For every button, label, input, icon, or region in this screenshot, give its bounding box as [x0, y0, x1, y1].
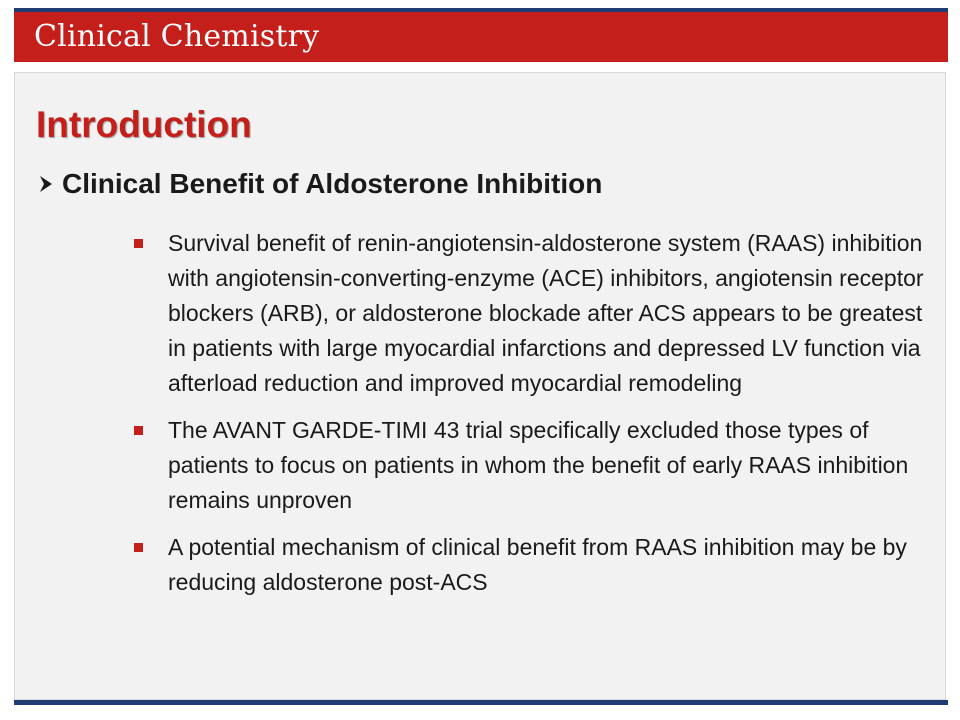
- square-bullet-icon: [134, 426, 143, 435]
- subheading-text: Clinical Benefit of Aldosterone Inhibition: [62, 168, 603, 199]
- header-title: Clinical Chemistry: [34, 19, 320, 54]
- header-band: [14, 12, 948, 62]
- bullet-list: [134, 226, 924, 612]
- square-bullet-icon: [134, 239, 143, 248]
- square-bullet-icon: [134, 543, 143, 552]
- arrow-right-icon: [36, 173, 58, 195]
- bottom-accent-line: [14, 700, 948, 705]
- section-title: Introduction: [36, 104, 252, 145]
- bullet-text: The AVANT GARDE-TIMI 43 trial specifically excluded those types of patients to focus on patients in whom the benefit of early RAAS inhibition remains unproven: [168, 417, 909, 513]
- bullet-text: A potential mechanism of clinical benefit from RAAS inhibition may be by reducing aldosterone post-ACS: [168, 534, 907, 595]
- bullet-text: Survival benefit of renin-angiotensin-aldosterone system (RAAS) inhibition with angiotensin-converting-enzyme (ACE) inhibitors, angiotensin receptor blockers (ARB), or aldosterone blockade after ACS appears to be greatest in patients with large myocardial infarctions and depressed LV function via afterload reduction and improved myocardial remodeling: [168, 230, 924, 396]
- list-item: [134, 413, 924, 518]
- list-item: [134, 530, 924, 600]
- subheading: [36, 168, 602, 200]
- list-item: [134, 226, 924, 401]
